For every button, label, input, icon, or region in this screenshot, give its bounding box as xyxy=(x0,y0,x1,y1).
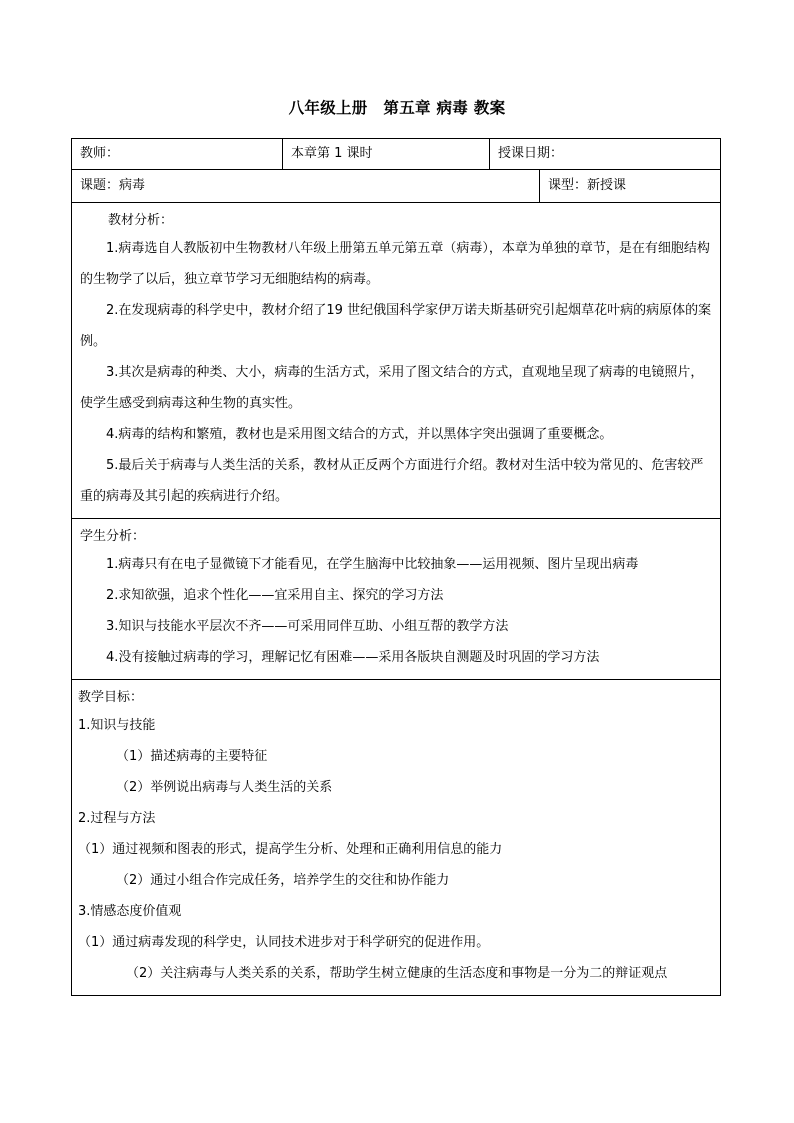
teacher-cell: 教师： xyxy=(72,139,283,170)
goal-section-heading: 1.知识与技能 xyxy=(78,718,156,733)
material-paragraph: 5.最后关于病毒与人类生活的关系，教材从正反两个方面进行介绍。教材对生活中较为常见的、危害较严重的病毒及其引起的疾病进行介绍。 xyxy=(80,458,704,504)
student-analysis-item: 4.没有接触过病毒的学习，理解记忆有困难——采用各版块自测题及时巩固的学习方法 xyxy=(106,650,600,665)
student-analysis-row xyxy=(72,519,721,680)
material-analysis-cell xyxy=(72,203,721,519)
document-title: 八年级上册 第五章 病毒 教案 xyxy=(288,99,506,117)
lesson-cell: 本章第 1 课时 xyxy=(283,139,490,170)
date-cell: 授课日期： xyxy=(490,139,721,170)
student-analysis-label: 学生分析： xyxy=(80,529,146,544)
material-paragraph: 1.病毒选自人教版初中生物教材八年级上册第五单元第五章（病毒），本章为单独的章节，是在有细胞结构的生物学了以后，独立章节学习无细胞结构的病毒。 xyxy=(80,241,710,287)
material-paragraph: 2.在发现病毒的科学史中，教材介绍了19 世纪俄国科学家伊万诺夫斯基研究引起烟草花叶病的病原体的案例。 xyxy=(80,303,712,349)
material-analysis-label: 教材分析： xyxy=(108,213,174,228)
student-analysis-item: 2.求知欲强，追求个性化——宜采用自主、探究的学习方法 xyxy=(106,588,444,603)
lesson-type-cell: 课型：新授课 xyxy=(540,170,721,203)
goal-section-heading: 3.情感态度价值观 xyxy=(78,904,182,919)
student-analysis-item: 1.病毒只有在电子显微镜下才能看见，在学生脑海中比较抽象——运用视频、图片呈现出病毒 xyxy=(106,557,639,572)
material-paragraph: 3.其次是病毒的种类、大小，病毒的生活方式，采用了图文结合的方式，直观地呈现了病毒的电镜照片，使学生感受到病毒这种生物的真实性。 xyxy=(80,365,704,411)
goal-section-heading: 2.过程与方法 xyxy=(78,811,156,826)
subject-row xyxy=(72,170,721,203)
topic-cell: 课题：病毒 xyxy=(72,170,540,203)
goal-item: （1）通过病毒发现的科学史，认同技术进步对于科学研究的促进作用。 xyxy=(78,935,490,950)
teaching-goals-cell xyxy=(72,680,721,996)
goal-item: （2）通过小组合作完成任务，培养学生的交往和协作能力 xyxy=(116,873,450,888)
goal-item: （2）关注病毒与人类关系的关系，帮助学生树立健康的生活态度和事物是一分为二的辩证观点 xyxy=(126,966,668,981)
student-analysis-item: 3.知识与技能水平层次不齐——可采用同伴互助、小组互帮的教学方法 xyxy=(106,619,509,634)
teaching-goals-row xyxy=(72,680,721,996)
lesson-plan-table xyxy=(71,138,721,996)
goal-item: （1）描述病毒的主要特征 xyxy=(116,749,268,764)
header-row xyxy=(72,139,721,170)
student-analysis-cell xyxy=(72,519,721,680)
material-paragraph: 4.病毒的结构和繁殖，教材也是采用图文结合的方式，并以黑体字突出强调了重要概念。 xyxy=(106,427,613,442)
teaching-goals-label: 教学目标： xyxy=(78,690,144,705)
goal-item: （1）通过视频和图表的形式，提高学生分析、处理和正确利用信息的能力 xyxy=(78,842,503,857)
material-analysis-row xyxy=(72,203,721,519)
goal-item: （2）举例说出病毒与人类生活的关系 xyxy=(116,780,333,795)
